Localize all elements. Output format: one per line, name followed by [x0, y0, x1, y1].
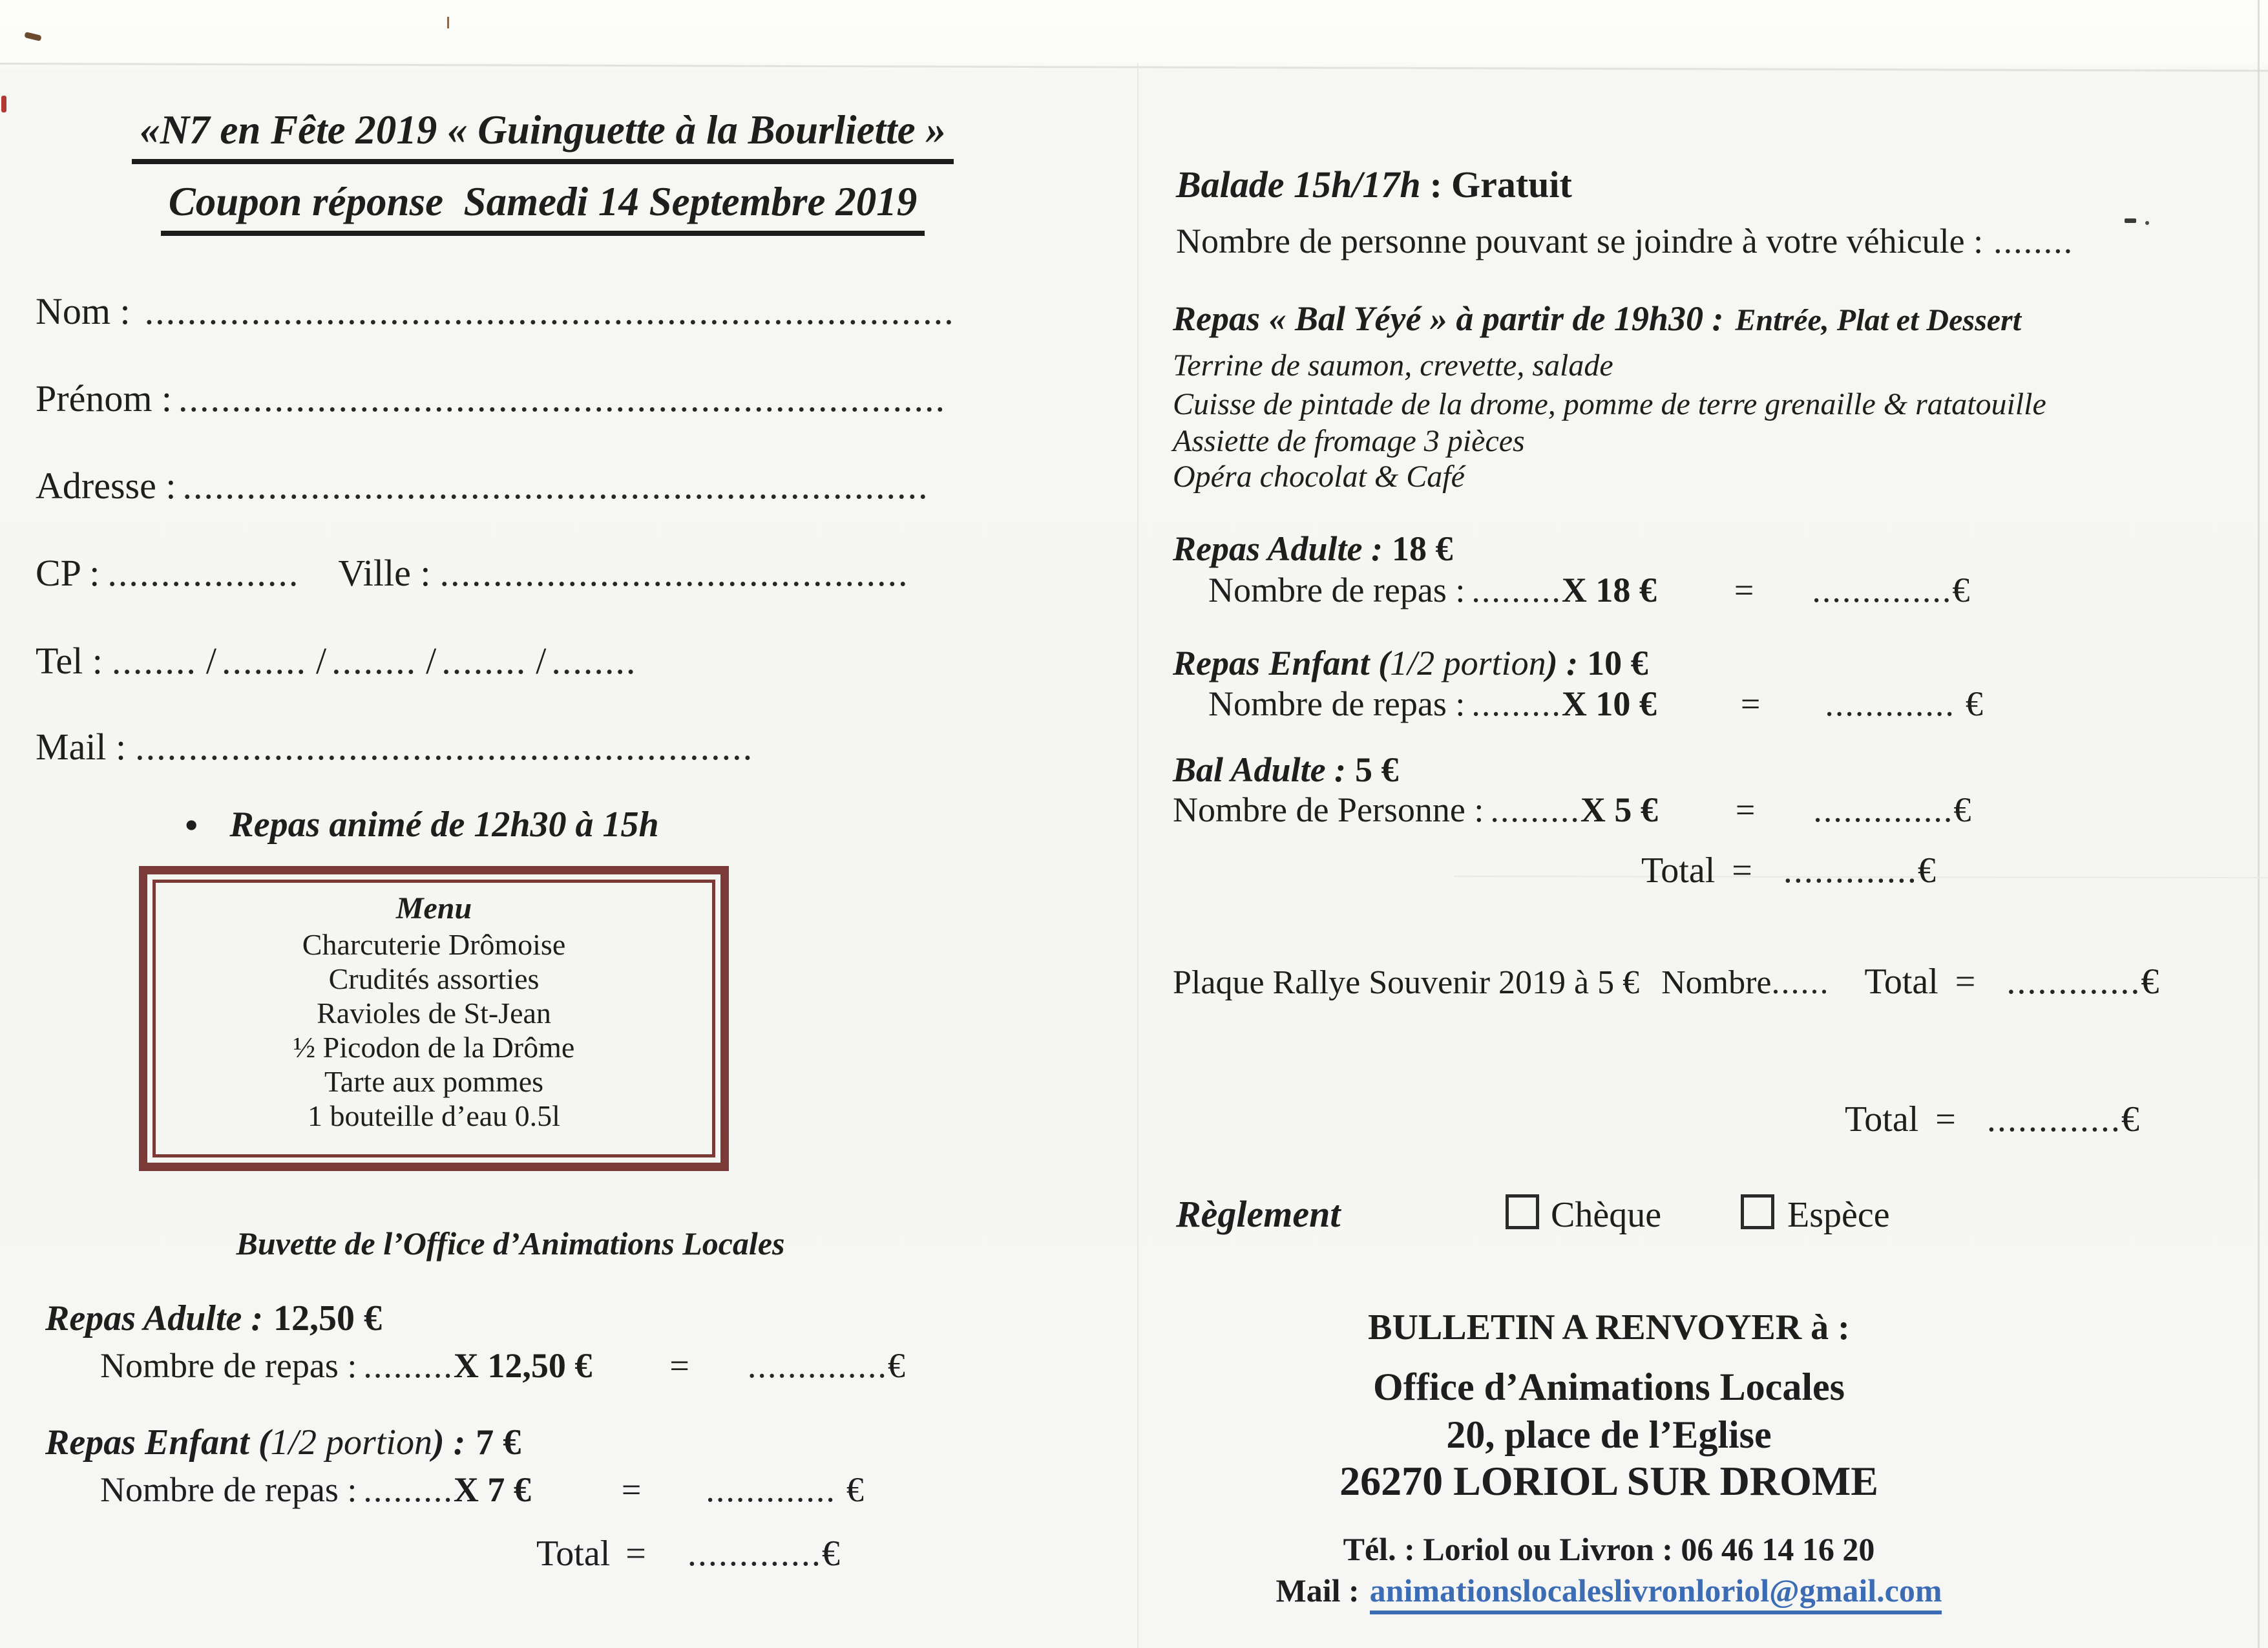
- euro-sign: €: [846, 1470, 864, 1509]
- nom-fill-line: ............................................................................: [144, 290, 955, 332]
- form-title-line2-row: [26, 178, 1060, 236]
- espece-label: Espèce: [1787, 1195, 1890, 1235]
- form-title-line1-row: [26, 107, 1060, 164]
- equals-sign: =: [621, 1470, 642, 1509]
- result-fill: ..............: [1812, 571, 1953, 609]
- result-fill: .............: [1986, 1099, 2121, 1139]
- tel-separator: /: [426, 640, 437, 682]
- scan-speck: [1, 96, 6, 112]
- tel-fill-2: ........: [221, 640, 307, 682]
- nombre-personne-label: Nombre de Personne :: [1173, 790, 1484, 829]
- euro-sign: €: [1953, 790, 1971, 829]
- repas-adulte-label: Repas Adulte :: [45, 1298, 264, 1338]
- tel-fill-4: ........: [441, 640, 527, 682]
- balade-title: Balade 15h/17h: [1176, 164, 1421, 206]
- bulletin-mail-label: Mail :: [1276, 1572, 1360, 1609]
- repas-enfant-label-post: ) :: [432, 1422, 466, 1463]
- bulletin-mail-row: [1176, 1572, 2042, 1609]
- bal-yeye-heading-row: [1173, 299, 2021, 339]
- nombre-fill: .........: [1471, 571, 1562, 609]
- buvette-heading: Buvette de l’Office d’Animations Locales: [236, 1225, 785, 1262]
- tel-fill-3: ........: [331, 640, 417, 682]
- bulletin-org-row: [1176, 1365, 2042, 1410]
- bal-yeye-title: Repas « Bal Yéyé » à partir de 19h30 :: [1173, 299, 1724, 338]
- scan-speck: [2145, 221, 2149, 225]
- equals-sign: =: [1732, 850, 1752, 891]
- euro-sign: €: [887, 1346, 905, 1385]
- result-fill: ..............: [747, 1346, 888, 1385]
- total-label: Total: [1845, 1099, 1919, 1139]
- repas-adulte-price: 12,50 €: [273, 1298, 383, 1338]
- bulletin-header-row: [1176, 1307, 2042, 1348]
- colon-separator: :: [1429, 164, 1442, 206]
- scan-speck: [24, 32, 41, 41]
- tel-fill-5: ........: [551, 640, 637, 682]
- plaque-label: Plaque Rallye Souvenir 2019 à 5 €: [1173, 964, 1640, 1001]
- dinner-menu-line: Assiette de fromage 3 pièces: [1173, 424, 1525, 458]
- repas-enfant-right-heading: [1173, 643, 1648, 683]
- cp-fill-line: ..................: [107, 552, 300, 594]
- equals-sign: =: [1740, 684, 1761, 723]
- nombre-fill: .........: [363, 1470, 454, 1509]
- repas-adulte-right-row: [1208, 570, 1969, 610]
- balade-value: Gratuit: [1451, 164, 1572, 206]
- bal-adulte-label: Bal Adulte :: [1173, 750, 1347, 789]
- repas-enfant-right-row: [1208, 684, 1983, 724]
- reglement-label: Règlement: [1176, 1193, 1341, 1235]
- menu-content: [147, 890, 720, 1133]
- bal-yeye-subtitle: Entrée, Plat et Dessert: [1735, 303, 2022, 337]
- menu-item: Crudités assorties: [328, 962, 540, 995]
- vehicule-label: Nombre de personne pouvant se joindre à votre véhicule :: [1176, 222, 1984, 260]
- multiplier: X 18 €: [1561, 571, 1657, 609]
- result-fill: ..............: [1813, 790, 1954, 829]
- repas-enfant-price: 10 €: [1587, 644, 1648, 682]
- vertical-fold-line: [1137, 63, 1139, 1648]
- bulletin-org: Office d’Animations Locales: [1373, 1366, 1845, 1408]
- result-fill: .............: [1825, 684, 1955, 723]
- result-fill: .............: [687, 1534, 822, 1574]
- horizontal-fold-line: [0, 63, 2268, 72]
- cheque-checkbox[interactable]: [1506, 1194, 1539, 1229]
- bulletin-street-row: [1176, 1413, 2042, 1457]
- repas-adulte-right-heading: [1173, 529, 1453, 569]
- euro-sign: €: [821, 1534, 840, 1574]
- repas-enfant-label-post: ) :: [1546, 644, 1579, 682]
- vehicule-row: [1176, 221, 2074, 261]
- equals-sign: =: [1735, 790, 1756, 829]
- bal-adulte-heading: [1173, 750, 1399, 790]
- scan-speck: [447, 17, 449, 28]
- plaque-nombre-fill: ......: [1771, 964, 1830, 1001]
- repas-adulte-left-heading: [45, 1298, 382, 1339]
- adresse-fill-line: ......................................................................: [182, 465, 929, 507]
- euro-sign: €: [1917, 850, 1936, 891]
- bulletin-city: 26270 LORIOL SUR DROME: [1339, 1458, 1878, 1504]
- nom-label: Nom :: [36, 290, 131, 332]
- total-label: Total: [536, 1534, 611, 1574]
- bulletin-tel-row: [1176, 1530, 2042, 1568]
- ville-label: Ville :: [338, 552, 431, 594]
- repas-enfant-label-pre: Repas Enfant (: [1173, 644, 1391, 682]
- prenom-label: Prénom :: [36, 377, 173, 419]
- result-fill: .............: [706, 1470, 836, 1509]
- multiplier: X 12,50 €: [453, 1346, 593, 1385]
- repas-enfant-price: 7 €: [476, 1422, 521, 1463]
- bulletin-city-row: [1176, 1457, 2042, 1505]
- repas-anime-heading: Repas animé de 12h30 à 15h: [229, 805, 659, 845]
- repas-enfant-left-row: [100, 1470, 864, 1510]
- cp-label: CP :: [36, 552, 100, 594]
- repas-enfant-portion: 1/2 portion: [270, 1422, 432, 1463]
- nombre-fill: .........: [363, 1346, 454, 1385]
- nom-field-row: [36, 290, 955, 333]
- bulletin-header: BULLETIN A RENVOYER à :: [1368, 1307, 1850, 1347]
- total-label: Total: [1641, 850, 1716, 891]
- nombre-fill: .........: [1490, 790, 1580, 829]
- nombre-repas-label: Nombre de repas :: [1208, 684, 1465, 723]
- form-title-line2: Coupon réponse Samedi 14 Septembre 2019: [161, 178, 925, 236]
- scan-speck: [2125, 218, 2136, 223]
- total-meal-row: [1641, 850, 1936, 891]
- vehicule-fill: ........: [1993, 222, 2074, 260]
- total-left-row: [536, 1533, 840, 1574]
- menu-item: Ravioles de St-Jean: [317, 997, 551, 1030]
- nombre-repas-label: Nombre de repas :: [1208, 571, 1465, 609]
- total-grand-row: [1845, 1099, 2139, 1140]
- result-fill: .............: [2006, 962, 2141, 1002]
- espece-checkbox[interactable]: [1741, 1194, 1774, 1229]
- adresse-field-row: [36, 464, 929, 507]
- tel-field-row: [36, 639, 636, 682]
- nombre-repas-label: Nombre de repas :: [100, 1346, 357, 1385]
- menu-item: Tarte aux pommes: [324, 1065, 544, 1098]
- balade-heading-row: [1176, 163, 1572, 206]
- repas-adulte-price: 18 €: [1392, 529, 1453, 568]
- plaque-nombre-label: Nombre: [1661, 964, 1772, 1001]
- repas-enfant-portion: 1/2 portion: [1390, 644, 1546, 682]
- equals-sign: =: [669, 1346, 689, 1385]
- euro-sign: €: [1965, 684, 1983, 723]
- repas-adulte-left-row: [100, 1346, 905, 1386]
- dinner-menu-line: Terrine de saumon, crevette, salade: [1173, 348, 1613, 383]
- mail-fill-line: ..........................................................: [135, 726, 754, 768]
- tel-separator: /: [536, 640, 547, 682]
- repas-enfant-left-heading: [45, 1422, 521, 1463]
- repas-adulte-label: Repas Adulte :: [1173, 529, 1383, 568]
- euro-sign: €: [2121, 1099, 2139, 1139]
- bulletin-tel: Tél. : Loriol ou Livron : 06 46 14 16 20: [1343, 1531, 1875, 1567]
- euro-sign: €: [1952, 571, 1970, 609]
- prenom-fill-line: ........................................................................: [178, 377, 947, 419]
- buvette-row: [26, 1225, 995, 1262]
- prenom-field-row: [36, 377, 946, 420]
- equals-sign: =: [1734, 571, 1754, 609]
- menu-title: Menu: [395, 891, 472, 925]
- euro-sign: €: [2141, 962, 2159, 1002]
- menu-box: [139, 866, 729, 1171]
- cp-ville-field-row: [36, 551, 909, 595]
- total-label: Total: [1864, 962, 1938, 1002]
- equals-sign: =: [1935, 1099, 1956, 1139]
- menu-item: 1 bouteille d’eau 0.5l: [308, 1099, 560, 1132]
- tel-separator: /: [205, 640, 216, 682]
- form-title-line1: «N7 en Fête 2019 « Guinguette à la Bourliette »: [132, 107, 954, 164]
- adresse-label: Adresse :: [36, 465, 176, 507]
- plaque-rallye-row: [1173, 961, 2159, 1002]
- bal-adulte-price: 5 €: [1355, 750, 1399, 789]
- multiplier: X 10 €: [1561, 684, 1657, 723]
- multiplier: X 5 €: [1580, 790, 1658, 829]
- tel-label: Tel :: [36, 640, 103, 682]
- menu-item: ½ Picodon de la Drôme: [293, 1031, 575, 1064]
- ville-fill-line: ............................................: [439, 552, 909, 594]
- cheque-label: Chèque: [1551, 1195, 1662, 1235]
- result-fill: .............: [1783, 850, 1918, 891]
- tel-separator: /: [315, 640, 327, 682]
- mail-field-row: [36, 725, 753, 768]
- menu-item: Charcuterie Drômoise: [302, 928, 566, 961]
- repas-enfant-label-pre: Repas Enfant (: [45, 1422, 271, 1463]
- bullet-icon: •: [184, 802, 199, 848]
- equals-sign: =: [625, 1534, 646, 1574]
- multiplier: X 7 €: [453, 1470, 531, 1509]
- bulletin-street: 20, place de l’Eglise: [1446, 1413, 1772, 1456]
- dinner-menu-line: Cuisse de pintade de la drome, pomme de terre grenaille & ratatouille: [1173, 387, 2046, 421]
- paper-right-edge: [2258, 0, 2260, 1648]
- nombre-repas-label: Nombre de repas :: [100, 1470, 357, 1509]
- mail-label: Mail :: [36, 726, 127, 768]
- equals-sign: =: [1955, 962, 1976, 1002]
- repas-anime-row: [184, 801, 659, 849]
- bal-adulte-row: [1173, 790, 1971, 830]
- nombre-fill: .........: [1471, 684, 1562, 723]
- dinner-menu-line: Opéra chocolat & Café: [1173, 460, 1465, 494]
- tel-fill-1: ........: [111, 640, 197, 682]
- email-link[interactable]: animationslocaleslivronloriol@gmail.com: [1370, 1572, 1942, 1614]
